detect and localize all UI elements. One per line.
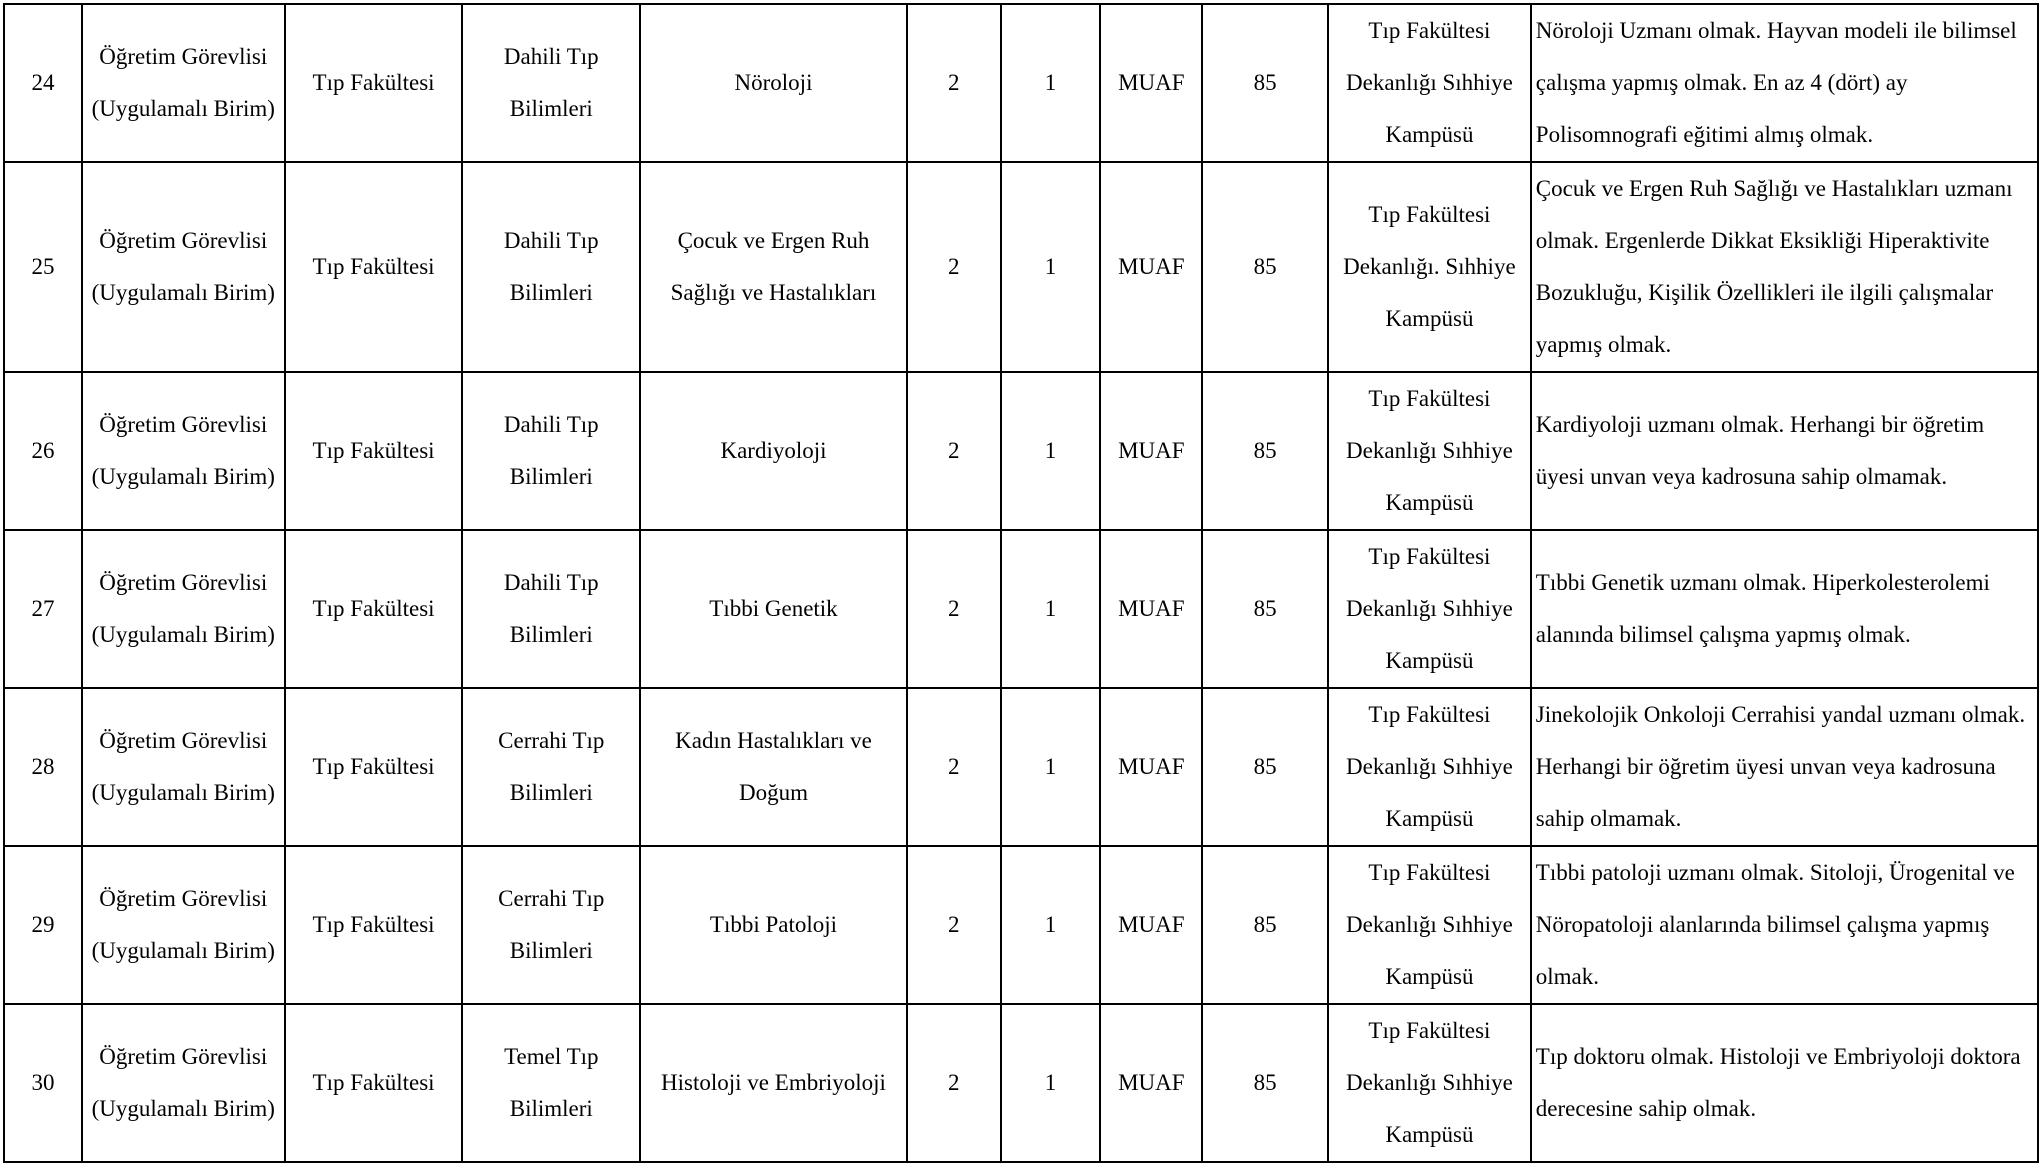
score-cell: 85 xyxy=(1202,4,1328,162)
count-cell: 1 xyxy=(1001,4,1101,162)
division-cell: Tıbbi Patoloji xyxy=(640,846,907,1004)
location-cell: Tıp Fakültesi Dekanlığı Sıhhiye Kampüsü xyxy=(1328,1004,1531,1162)
degree-cell: 2 xyxy=(907,530,1001,688)
score-cell: 85 xyxy=(1202,530,1328,688)
location-cell: Tıp Fakültesi Dekanlığı Sıhhiye Kampüsü xyxy=(1328,846,1531,1004)
count-cell: 1 xyxy=(1001,846,1101,1004)
exam-cell: MUAF xyxy=(1100,530,1202,688)
count-cell: 1 xyxy=(1001,162,1101,372)
exam-cell: MUAF xyxy=(1100,1004,1202,1162)
exam-cell: MUAF xyxy=(1100,162,1202,372)
location-cell: Tıp Fakültesi Dekanlığı Sıhhiye Kampüsü xyxy=(1328,688,1531,846)
position-title-cell: Öğretim Görevlisi (Uygulamalı Birim) xyxy=(82,4,285,162)
count-cell: 1 xyxy=(1001,688,1101,846)
degree-cell: 2 xyxy=(907,1004,1001,1162)
degree-cell: 2 xyxy=(907,846,1001,1004)
position-title-cell: Öğretim Görevlisi (Uygulamalı Birim) xyxy=(82,1004,285,1162)
requirement-cell: Tıbbi Genetik uzmanı olmak. Hiperkolesterolemi alanında bilimsel çalışma yapmış olmak. xyxy=(1531,530,2038,688)
division-cell: Kardiyoloji xyxy=(640,372,907,530)
score-cell: 85 xyxy=(1202,846,1328,1004)
table-row xyxy=(4,1004,2038,1162)
count-cell: 1 xyxy=(1001,372,1101,530)
faculty-cell: Tıp Fakültesi xyxy=(285,4,463,162)
score-cell: 85 xyxy=(1202,688,1328,846)
faculty-cell: Tıp Fakültesi xyxy=(285,162,463,372)
count-cell: 1 xyxy=(1001,1004,1101,1162)
row-number-cell: 29 xyxy=(4,846,82,1004)
table-row xyxy=(4,162,2038,372)
row-number-cell: 25 xyxy=(4,162,82,372)
row-number-cell: 27 xyxy=(4,530,82,688)
positions-table xyxy=(3,3,2039,1163)
row-number-cell: 30 xyxy=(4,1004,82,1162)
faculty-cell: Tıp Fakültesi xyxy=(285,530,463,688)
position-title-cell: Öğretim Görevlisi (Uygulamalı Birim) xyxy=(82,846,285,1004)
division-cell: Tıbbi Genetik xyxy=(640,530,907,688)
row-number-cell: 28 xyxy=(4,688,82,846)
degree-cell: 2 xyxy=(907,372,1001,530)
degree-cell: 2 xyxy=(907,162,1001,372)
division-cell: Çocuk ve Ergen Ruh Sağlığı ve Hastalıkları xyxy=(640,162,907,372)
table-row xyxy=(4,372,2038,530)
department-cell: Dahili Tıp Bilimleri xyxy=(462,4,640,162)
position-title-cell: Öğretim Görevlisi (Uygulamalı Birim) xyxy=(82,372,285,530)
requirement-cell: Jinekolojik Onkoloji Cerrahisi yandal uzmanı olmak. Herhangi bir öğretim üyesi unvan veya kadrosuna sahip olmamak. xyxy=(1531,688,2038,846)
location-cell: Tıp Fakültesi Dekanlığı Sıhhiye Kampüsü xyxy=(1328,372,1531,530)
requirement-cell: Kardiyoloji uzmanı olmak. Herhangi bir öğretim üyesi unvan veya kadrosuna sahip olmamak. xyxy=(1531,372,2038,530)
department-cell: Cerrahi Tıp Bilimleri xyxy=(462,688,640,846)
division-cell: Nöroloji xyxy=(640,4,907,162)
score-cell: 85 xyxy=(1202,162,1328,372)
exam-cell: MUAF xyxy=(1100,846,1202,1004)
location-cell: Tıp Fakültesi Dekanlığı Sıhhiye Kampüsü xyxy=(1328,4,1531,162)
location-cell: Tıp Fakültesi Dekanlığı Sıhhiye Kampüsü xyxy=(1328,530,1531,688)
exam-cell: MUAF xyxy=(1100,372,1202,530)
requirement-cell: Tıbbi patoloji uzmanı olmak. Sitoloji, Ürogenital ve Nöropatoloji alanlarında bilimsel çalışma yapmış olmak. xyxy=(1531,846,2038,1004)
table-row xyxy=(4,530,2038,688)
position-title-cell: Öğretim Görevlisi (Uygulamalı Birim) xyxy=(82,162,285,372)
score-cell: 85 xyxy=(1202,1004,1328,1162)
department-cell: Dahili Tıp Bilimleri xyxy=(462,372,640,530)
table-row xyxy=(4,4,2038,162)
faculty-cell: Tıp Fakültesi xyxy=(285,372,463,530)
position-title-cell: Öğretim Görevlisi (Uygulamalı Birim) xyxy=(82,688,285,846)
division-cell: Histoloji ve Embriyoloji xyxy=(640,1004,907,1162)
department-cell: Cerrahi Tıp Bilimleri xyxy=(462,846,640,1004)
department-cell: Dahili Tıp Bilimleri xyxy=(462,162,640,372)
degree-cell: 2 xyxy=(907,688,1001,846)
exam-cell: MUAF xyxy=(1100,4,1202,162)
faculty-cell: Tıp Fakültesi xyxy=(285,846,463,1004)
division-cell: Kadın Hastalıkları ve Doğum xyxy=(640,688,907,846)
row-number-cell: 26 xyxy=(4,372,82,530)
table-row xyxy=(4,846,2038,1004)
table-row xyxy=(4,688,2038,846)
row-number-cell: 24 xyxy=(4,4,82,162)
faculty-cell: Tıp Fakültesi xyxy=(285,688,463,846)
degree-cell: 2 xyxy=(907,4,1001,162)
requirement-cell: Tıp doktoru olmak. Histoloji ve Embriyoloji doktora derecesine sahip olmak. xyxy=(1531,1004,2038,1162)
score-cell: 85 xyxy=(1202,372,1328,530)
exam-cell: MUAF xyxy=(1100,688,1202,846)
requirement-cell: Çocuk ve Ergen Ruh Sağlığı ve Hastalıkları uzmanı olmak. Ergenlerde Dikkat Eksikliği Hiperaktivite Bozukluğu, Kişilik Özellikleri ile ilgili çalışmalar yapmış olmak. xyxy=(1531,162,2038,372)
requirement-cell: Nöroloji Uzmanı olmak. Hayvan modeli ile bilimsel çalışma yapmış olmak. En az 4 (dört) ay Polisomnografi eğitimi almış olmak. xyxy=(1531,4,2038,162)
department-cell: Dahili Tıp Bilimleri xyxy=(462,530,640,688)
count-cell: 1 xyxy=(1001,530,1101,688)
location-cell: Tıp Fakültesi Dekanlığı. Sıhhiye Kampüsü xyxy=(1328,162,1531,372)
faculty-cell: Tıp Fakültesi xyxy=(285,1004,463,1162)
table-body xyxy=(4,4,2038,1162)
position-title-cell: Öğretim Görevlisi (Uygulamalı Birim) xyxy=(82,530,285,688)
department-cell: Temel Tıp Bilimleri xyxy=(462,1004,640,1162)
